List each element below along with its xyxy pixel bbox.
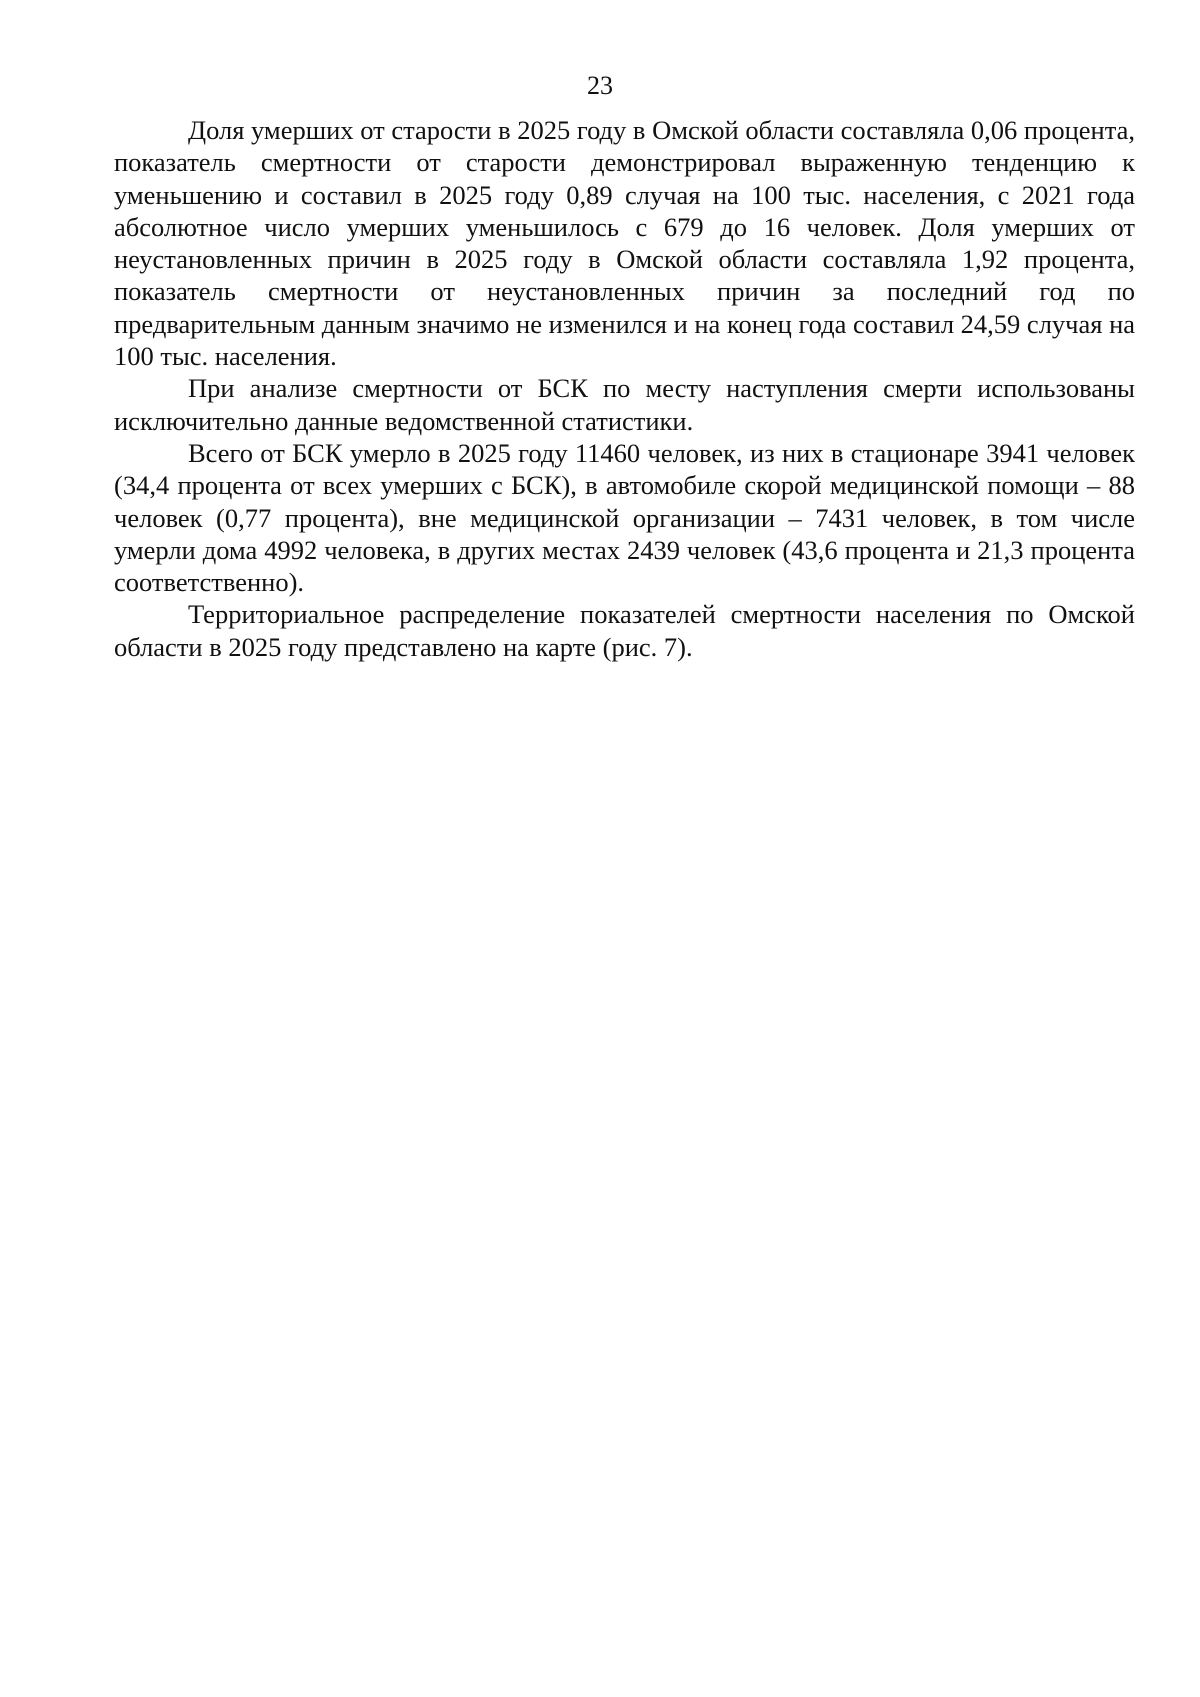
paragraph-analysis-method: При анализе смертности от БСК по месту наступления смерти использованы исключительно данные ведомственной статистики.: [114, 373, 1135, 436]
document-body: [114, 114, 1135, 663]
paragraph-territorial-distribution: Территориальное распределение показателей смертности населения по Омской области в 2025 году представлено на карте (рис. 7).: [114, 599, 1135, 662]
paragraph-old-age-mortality: Доля умерших от старости в 2025 году в Омской области составляла 0,06 процента, показатель смертности от старости демонстрировал выраженную тенденцию к уменьшению и составил в 2025 году 0,89 случая на 100 тыс. населения, с 2021 года абсолютное число умерших уменьшилось с 679 до 16 человек. Доля умерших от неустановленных причин в 2025 году в Омской области составляла 1,92 процента, показатель смертности от неустановленных причин за последний год по предварительным данным значимо не изменился и на конец года составил 24,59 случая на 100 тыс. населения.: [114, 115, 1136, 372]
page-number: 23: [587, 71, 613, 100]
paragraph-place-of-death: Всего от БСК умерло в 2025 году 11460 человек, из них в стационаре 3941 человек (34,4 процента от всех умерших с БСК), в автомобиле скорой медицинской помощи – 88 человек (0,77 процента), вне медицинской организации – 7431 человек, в том числе умерли дома 4992 человека, в других местах 2439 человек (43,6 процента и 21,3 процента соответственно).: [114, 437, 1135, 598]
